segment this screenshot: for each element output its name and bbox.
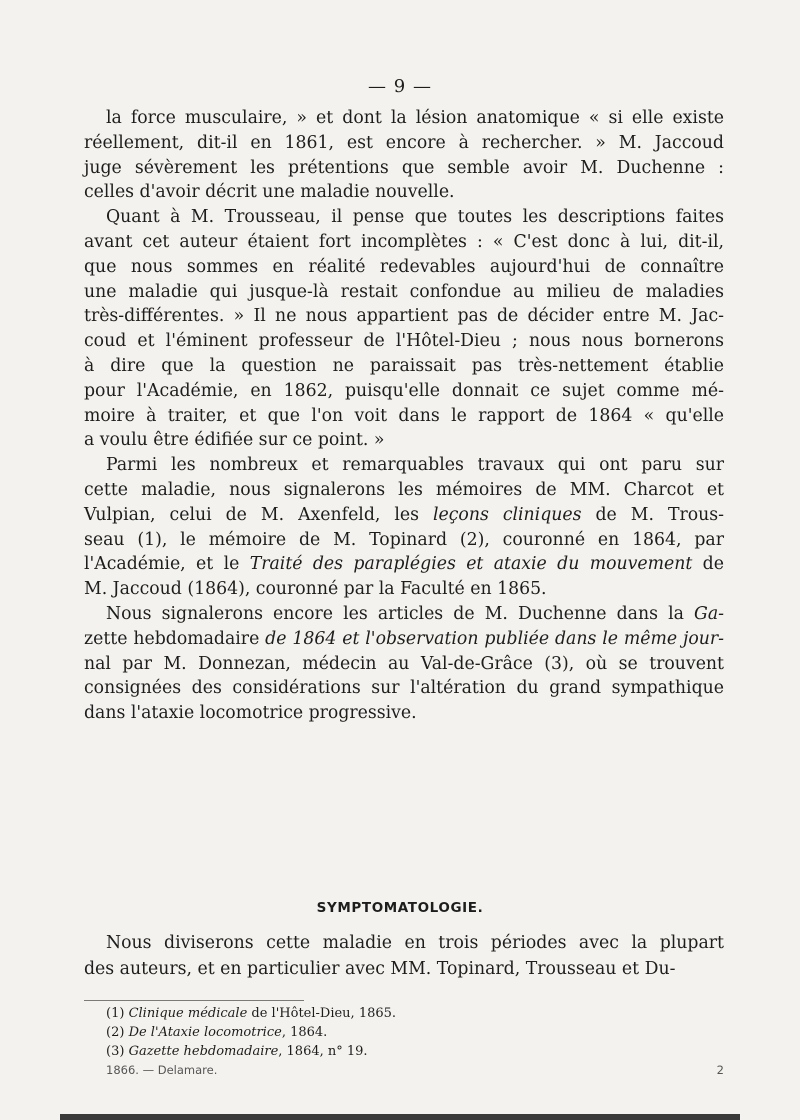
page-bottom-edge	[60, 1114, 740, 1120]
text-segment: moire à traiter, et que l'on voit dans le rapport de 1864 « qu'elle	[84, 405, 724, 426]
footnote-marker: (2)	[106, 1025, 125, 1040]
text-line	[84, 701, 724, 726]
text-segment: zette hebdomadaire	[84, 628, 260, 649]
footnote-rest: , 1864.	[281, 1025, 328, 1040]
text-segment: juge sévèrement les prétentions que semble avoir M. Duchenne :	[84, 157, 724, 178]
text-segment: la force musculaire, » et dont la lésion anatomique « si elle existe	[106, 108, 724, 128]
italic-text: Traité des paraplégies et ataxie du mouvement	[249, 554, 693, 575]
italic-text: leçons cliniques	[432, 504, 582, 525]
paragraph	[84, 602, 724, 726]
text-line	[84, 503, 724, 528]
text-segment: très-différentes. » Il ne nous appartient pas de décider entre M. Jac-	[84, 306, 724, 327]
text-segment: coud et l'éminent professeur de l'Hôtel-Dieu ; nous nous bornerons	[84, 331, 724, 352]
text-line	[84, 230, 724, 255]
text-line	[84, 205, 724, 230]
footnote-title: De l'Ataxie locomotrice	[128, 1025, 282, 1040]
text-segment: avant cet auteur étaient fort incomplètes : « C'est donc à lui, dit-il,	[84, 231, 724, 252]
text-line	[84, 428, 724, 453]
footnote	[84, 1023, 724, 1042]
italic-text: de 1864 et l'observation publiée dans le même jour-	[259, 628, 724, 649]
text-line	[84, 453, 724, 478]
footnote-rest: de l'Hôtel-Dieu, 1865.	[247, 1006, 397, 1021]
text-segment: Parmi les nombreux et remarquables travaux qui ont paru sur	[106, 455, 724, 476]
text-line	[84, 627, 724, 652]
section-heading: SYMPTOMATOLOGIE.	[316, 900, 484, 916]
paragraph	[84, 106, 724, 205]
imprint-text: 1866. — Delamare.	[106, 1063, 218, 1077]
signature-mark: 2	[716, 1063, 724, 1077]
section-line: des auteurs, et en particulier avec MM. Topinard, Trousseau et Du-	[84, 959, 676, 979]
imprint-row	[84, 1061, 724, 1080]
text-line	[84, 528, 724, 553]
footnote-title: Clinique médicale	[128, 1006, 248, 1021]
text-segment: réellement, dit-il en 1861, est encore à rechercher. » M. Jaccoud	[84, 132, 724, 153]
text-segment: a voulu être édifiée sur ce point. »	[84, 430, 385, 451]
text-segment: une maladie qui jusque-là restait confondue au milieu de maladies	[84, 281, 724, 302]
text-segment: seau (1), le mémoire de M. Topinard (2), couronné en 1864, par	[84, 529, 724, 550]
text-line	[84, 379, 724, 404]
text-line	[84, 255, 724, 280]
footnote-rest: , 1864, n° 19.	[278, 1044, 368, 1059]
text-line	[84, 280, 724, 305]
footnote-marker: (3)	[106, 1044, 125, 1059]
text-line	[84, 180, 724, 205]
italic-text: Ga-	[694, 603, 724, 624]
text-segment: pour l'Académie, en 1862, puisqu'elle donnait ce sujet comme mé-	[84, 380, 724, 401]
footnote	[84, 1004, 724, 1023]
paragraph	[84, 205, 724, 453]
text-segment: consignées des considérations sur l'altération du grand sympathique	[84, 678, 724, 699]
text-segment: cette maladie, nous signalerons les mémoires de MM. Charcot et	[84, 479, 724, 500]
text-line	[84, 106, 724, 131]
section-body	[84, 930, 724, 982]
text-segment: nal par M. Donnezan, médecin au Val-de-Grâce (3), où se trouvent	[84, 653, 724, 674]
footnote	[84, 1042, 724, 1061]
text-segment: que nous sommes en réalité redevables aujourd'hui de connaître	[84, 256, 724, 277]
text-segment: dans l'ataxie locomotrice progressive.	[84, 703, 417, 724]
text-segment: l'Académie, et le	[84, 554, 250, 575]
text-line	[84, 354, 724, 379]
body-text	[84, 106, 724, 726]
section-line: Nous diviserons cette maladie en trois périodes avec la plupart	[106, 933, 724, 953]
text-line	[84, 602, 724, 627]
page-number: — 9 —	[368, 76, 432, 97]
footnotes	[84, 1004, 724, 1080]
text-line	[84, 329, 724, 354]
footnote-divider	[84, 1000, 304, 1001]
text-line	[84, 156, 724, 181]
text-line	[84, 404, 724, 429]
text-segment: Quant à M. Trousseau, il pense que toutes les descriptions faites	[106, 207, 724, 228]
paragraph	[84, 453, 724, 602]
text-line	[84, 304, 724, 329]
text-line	[84, 552, 724, 577]
text-line	[84, 676, 724, 701]
text-segment: M. Jaccoud (1864), couronné par la Faculté en 1865.	[84, 579, 547, 600]
text-line	[84, 478, 724, 503]
text-segment: Nous signalerons encore les articles de M. Duchenne dans la	[106, 603, 695, 624]
text-line	[84, 131, 724, 156]
text-line	[84, 577, 724, 602]
text-segment: celles d'avoir décrit une maladie nouvelle.	[84, 182, 455, 203]
footnote-title: Gazette hebdomadaire	[128, 1044, 279, 1059]
text-segment: à dire que la question ne paraissait pas très-nettement établie	[84, 355, 724, 376]
text-segment: Vulpian, celui de M. Axenfeld, les	[84, 504, 433, 525]
text-line	[84, 652, 724, 677]
footnote-marker: (1)	[106, 1006, 125, 1021]
text-segment: de	[692, 554, 724, 575]
text-segment: de M. Trous-	[581, 504, 724, 525]
